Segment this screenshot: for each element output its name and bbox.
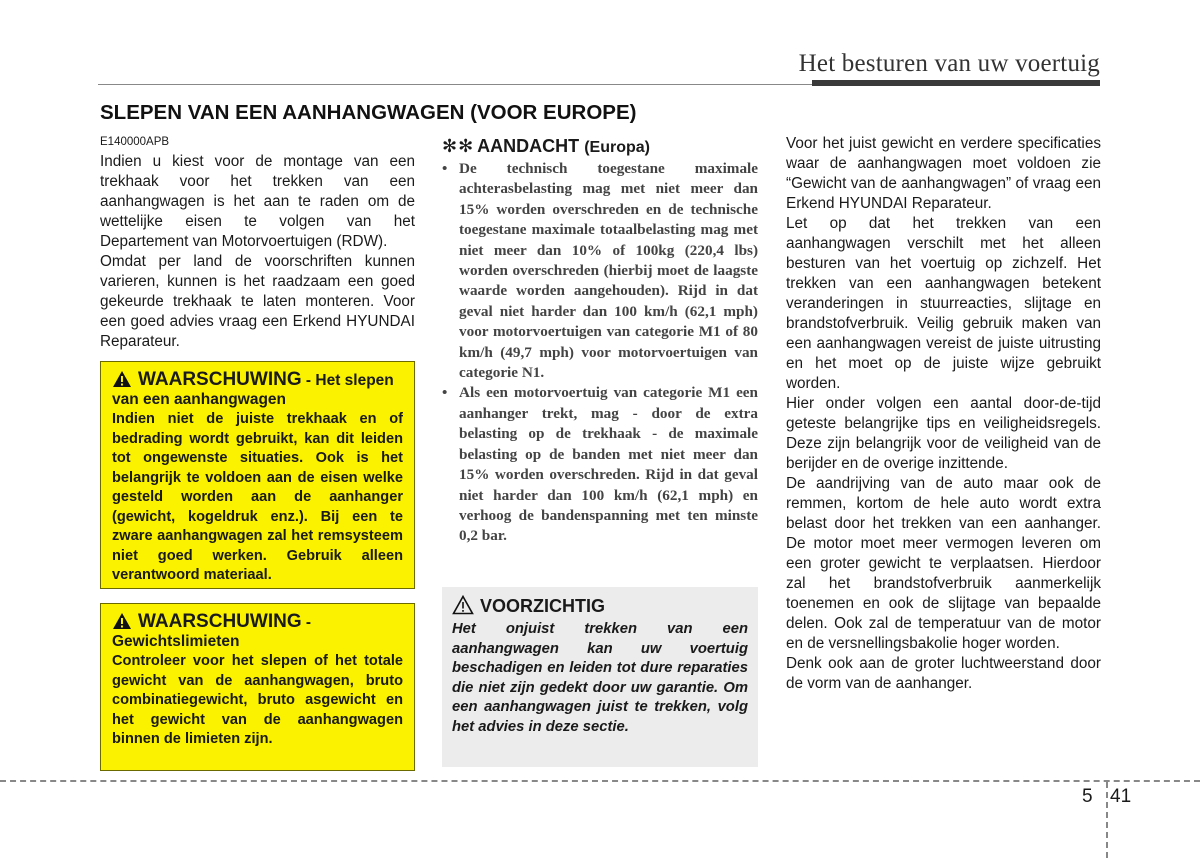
caution-triangle-icon (452, 595, 474, 615)
footer-vertical-divider (1106, 782, 1108, 858)
attention-title (442, 136, 758, 157)
attention-stars-icon: ✻✻ (442, 136, 475, 156)
attention-sub: (Europa) (584, 139, 650, 156)
warning-body: Controleer voor het slepen of het totale gewicht van de aanhangwagen, bruto combinatiegewicht, bruto asgewicht en het gewicht van de aanhangwagen binnen de limieten zijn. (112, 653, 403, 747)
warning-body: Indien niet de juiste trekhaak en of bedrading wordt gebruikt, kan dit leiden tot ongewenste situaties. Ook is het belangrijk te voldoen aan de eisen welke gesteld worden aan de aanhanger (gewicht, kogeldruk enz.). Bij een te zware aanhangwagen zal het remsysteem niet goed werken. Gebruik alleen verantwoord materiaal. (112, 411, 403, 583)
caution-label: VOORZICHTIG (480, 596, 605, 616)
warning-title-suffix: - Gewichtslimieten (112, 614, 312, 650)
warning-triangle-icon (112, 370, 132, 388)
warning-title (112, 612, 403, 651)
chapter-number: 5 (1082, 786, 1093, 807)
paragraph: Hier onder volgen een aantal door-de-tijd geteste belangrijke tips en veiligheidsregels. Deze zijn belangrijk voor de veiligheid van de berijder en de overige inzittende. (786, 395, 1101, 472)
warning-title-suffix: - Het slepen van een aanhangwagen (112, 372, 394, 408)
warning-box-weight-limits (100, 603, 415, 771)
footer-divider (0, 780, 1200, 782)
header-rule (98, 84, 812, 85)
warning-triangle-icon (112, 612, 132, 630)
list-item (442, 159, 758, 383)
section-code: E140000APB (100, 136, 170, 148)
paragraph: Let op dat het trekken van een aanhangwagen verschilt met het alleen besturen van het voertuig op zichzelf. Het trekken van een aanhangwagen betekent veranderingen in stuurreacties, slijtage en brandstofverbruik. Veilig gebruik maken van een aanhangwagen vereist de juiste uitrusting en het moet op de juiste wijze gebruikt worden. (786, 215, 1101, 392)
section-title: SLEPEN VAN EEN AANHANGWAGEN (VOOR EUROPE) (100, 101, 637, 124)
list-item-text: Als een motorvoertuig van categorie M1 een aanhanger trekt, mag - door de extra belasting op de trekhaak - de maximale belasting op de banden met niet meer dan 15% worden overschreden. Rijd in dat geval niet harder dan 100 km/h (62,1 mph) en verhoog de bandenspanning met ten minste 0,2 bar. (459, 384, 758, 545)
page-number: 41 (1110, 786, 1132, 807)
paragraph: Omdat per land de voorschriften kunnen varieren, kunnen is het raadzaam een goed gekeurde trekhaak te laten monteren. Voor een goed advies vraag een Erkend HYUNDAI Reparateur. (100, 253, 415, 350)
column-left (100, 134, 415, 352)
warning-title (112, 370, 403, 409)
warning-label: WAARSCHUWING (138, 611, 302, 632)
bullet: • (442, 160, 448, 177)
caution-body: Het onjuist trekken van een aanhangwagen kan uw voertuig beschadigen en leiden tot dure reparaties die niet zijn gedekt door uw garantie. Om een aanhangwagen juist te trekken, volg het advies in deze sectie. (452, 621, 748, 735)
caution-title (452, 595, 748, 617)
bullet: • (442, 384, 448, 402)
header-bar (812, 80, 1100, 86)
paragraph: Voor het juist gewicht en verdere specificaties waar de aanhangwagen moet voldoen zie “Gewicht van de aanhangwagen” of vraag een Erkend HYUNDAI Reparateur. (786, 135, 1101, 212)
list-item (442, 383, 758, 546)
column-right (786, 134, 1101, 694)
paragraph: Denk ook aan de groter luchtweerstand door de vorm van de aanhanger. (786, 655, 1101, 692)
attention-label: AANDACHT (477, 136, 580, 156)
warning-label: WAARSCHUWING (138, 369, 302, 390)
column-middle (442, 134, 758, 547)
chapter-header: Het besturen van uw voertuig (798, 50, 1100, 77)
attention-list (442, 159, 758, 547)
caution-box (442, 587, 758, 767)
warning-box-towing (100, 361, 415, 589)
list-item-text: De technisch toegestane maximale achterasbelasting mag met niet meer dan 15% worden overschreden en de technische toegestane maximale totaalbelasting mag met niet meer dan 10% of 100kg (220,4 lbs) worden overschreden (hierbij moet de laagste waarde worden aangehouden). Rijd in dat geval niet harder dan 100 km/h (62,1 mph) voor motorvoertuigen van categorie M1 of 80 km/h (49,7 mph) voor motorvoertuigen van categorie N1. (459, 160, 758, 382)
paragraph: Indien u kiest voor de montage van een trekhaak voor het trekken van een aanhangwagen is het aan te raden om de wettelijke eisen te volgen van het Departement van Motorvoertuigen (RDW). (100, 153, 415, 250)
paragraph: De aandrijving van de auto maar ook de remmen, kortom de hele auto wordt extra belast door het trekken van een aanhanger. De motor moet meer vermogen leveren om een groter gewicht te verplaatsen. Hierdoor zal het brandstofverbruik aanmerkelijk toenemen en ook de slijtage van bepaalde delen. Ook zal de temperatuur van de motor en de versnellingsbakolie hoger worden. (786, 475, 1101, 652)
